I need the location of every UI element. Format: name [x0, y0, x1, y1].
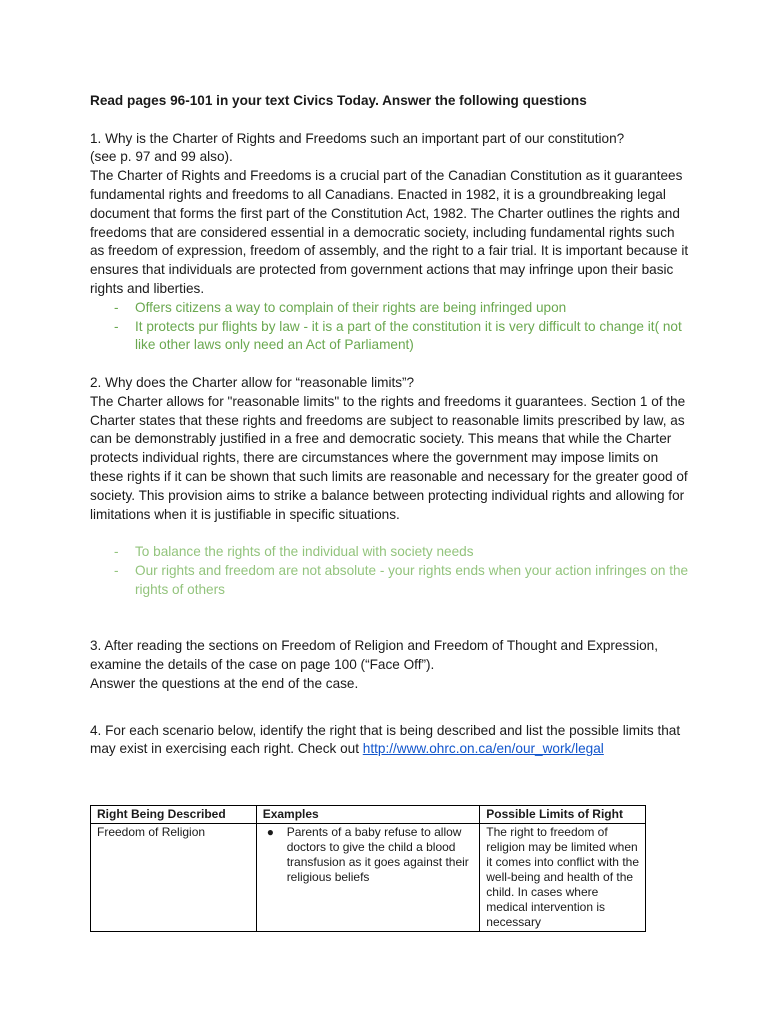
question-3 — [90, 637, 690, 693]
question-1-text: 1. Why is the Charter of Rights and Freedoms such an important part of our constitution? — [90, 130, 625, 146]
ohrc-link[interactable]: http://www.ohrc.on.ca/en/our_work/legal — [362, 741, 604, 757]
question-1-answer: The Charter of Rights and Freedoms is a crucial part of the Canadian Constitution as it guarantees fundamental rights and freedoms to all Canadians. Enacted in 1982, it is a groundbreaking legal document that forms the first part of the Constitution Act, 1982. The Charter outlines the rights and freedoms that are considered essential in a democratic society, including fundamental rights such as freedom of expression, freedom of assembly, and the right to a fair trial. It is important because it ensures that individuals are protected from government actions that may infringe upon their basic rights and liberties. — [90, 168, 689, 296]
question-3-text: 3. After reading the sections on Freedom of Religion and Freedom of Thought and Expression, examine the details of the case on page 100 (“Face Off”). — [90, 638, 659, 672]
assignment-heading: Read pages 96-101 in your text Civics Today. Answer the following questions — [90, 93, 587, 108]
cell-example — [256, 824, 480, 932]
cell-limit: The right to freedom of religion may be limited when it comes into conflict with the well-being and health of the child. In cases where medical intervention is necessary — [480, 824, 646, 932]
dash-icon: - — [114, 318, 119, 334]
question-4-text: 4. For each scenario below, identify the right that is being described and list the possible limits that may exist in exercising each right. Check out http://www.ohrc.on.ca/en/our_work/legal — [90, 722, 681, 757]
cell-right: Freedom of Religion — [91, 824, 257, 932]
table-header-row — [91, 806, 646, 824]
note-item: - To balance the rights of the individual with society needs — [114, 543, 690, 562]
example-item: ● Parents of a baby refuse to allow doctors to give the child a blood transfusion as it goes against their religious beliefs — [266, 825, 469, 884]
question-4 — [90, 722, 690, 760]
column-header-limits: Possible Limits of Right — [480, 806, 646, 824]
question-1-notes — [90, 299, 690, 355]
question-2-answer: The Charter allows for "reasonable limits" to the rights and freedoms it guarantees. Section 1 of the Charter states that these rights and freedoms are subject to reasonable limits prescribed by law, as can be demonstrably justified in a free and democratic society. This means that while the Charter protects individual rights, there are circumstances where the government may impose limits on these rights if it can be shown that such limits are reasonable and necessary for the greater good of society. This provision aims to strike a balance between protecting individual rights and allowing for limitations when it is justifiable in specific situations. — [90, 393, 688, 522]
dash-icon: - — [114, 299, 119, 315]
rights-table — [90, 805, 646, 932]
note-item: - Our rights and freedom are not absolute - your rights ends when your action infringes on the rights of others — [114, 562, 689, 597]
note-item: - Offers citizens a way to complain of their rights are being infringed upon — [114, 299, 690, 318]
question-3-instruction: Answer the questions at the end of the case. — [90, 675, 359, 691]
question-1-note: (see p. 97 and 99 also). — [90, 149, 233, 165]
bullet-icon: ● — [266, 825, 274, 839]
column-header-examples: Examples — [256, 806, 480, 824]
note-item: - It protects pur flights by law - it is a part of the constitution it is very difficult to change it( not like other laws only need an Act of Parliament) — [114, 318, 682, 353]
column-header-right: Right Being Described — [91, 806, 257, 824]
question-2-text: 2. Why does the Charter allow for “reasonable limits”? — [90, 374, 415, 390]
question-2 — [90, 374, 690, 600]
document-body — [90, 92, 690, 759]
table-row — [91, 824, 646, 932]
dash-icon: - — [114, 562, 119, 578]
question-1 — [90, 130, 690, 356]
question-2-notes — [90, 543, 690, 599]
dash-icon: - — [114, 544, 119, 560]
